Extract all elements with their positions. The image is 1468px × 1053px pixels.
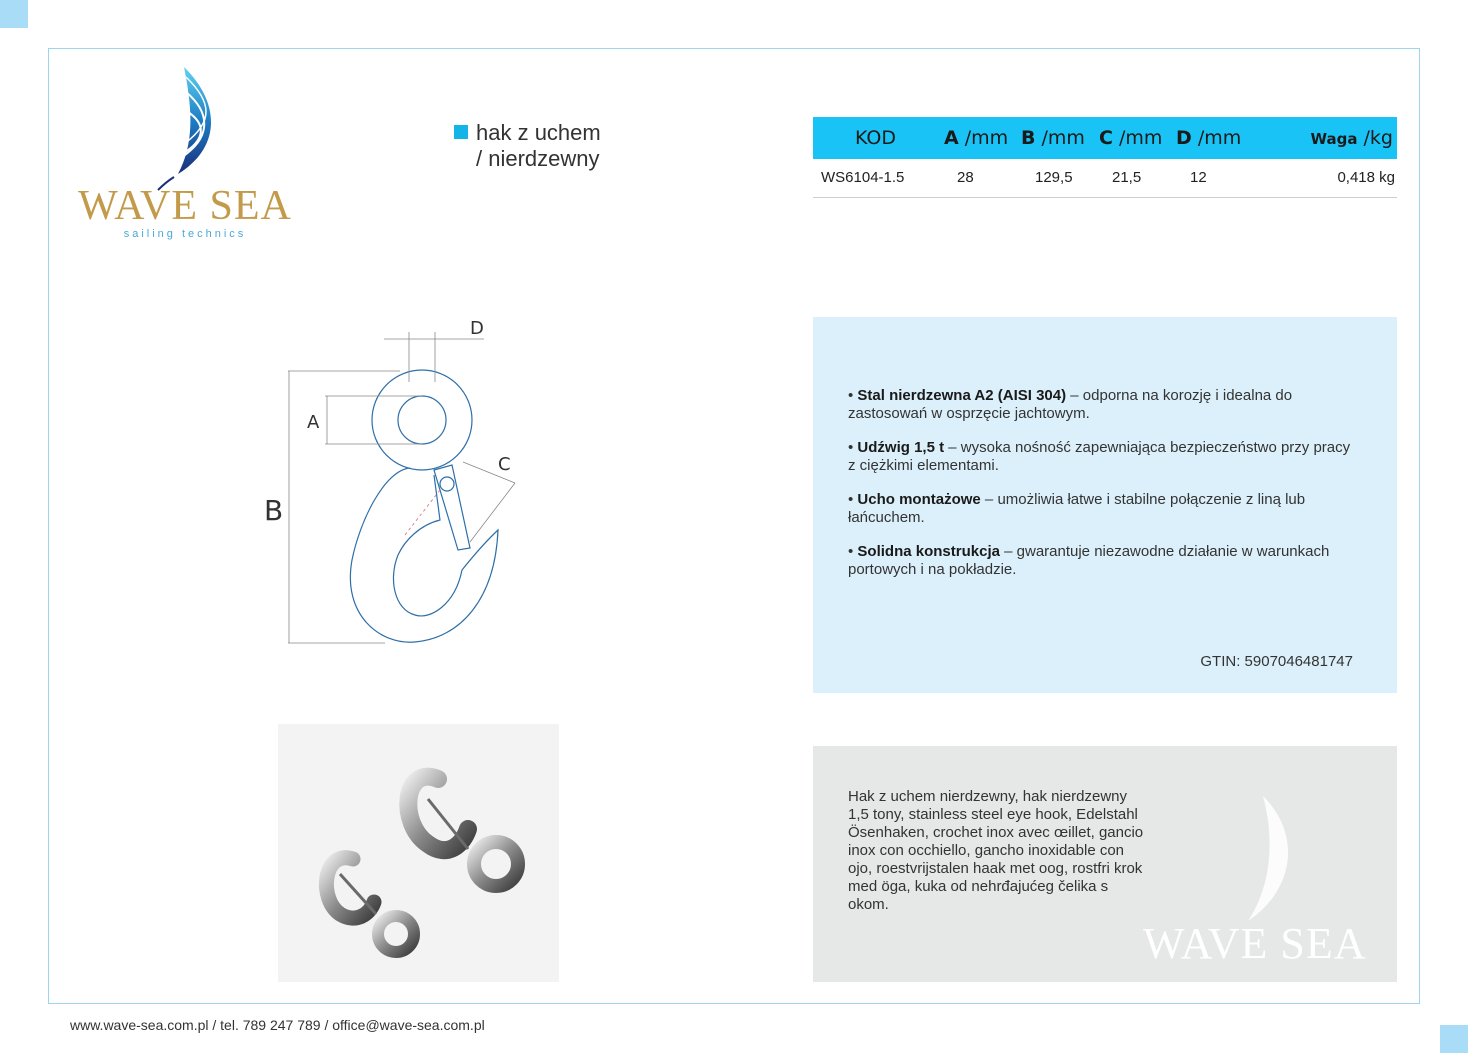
brand-tagline: sailing technics — [123, 228, 247, 240]
feature-item: • Ucho montażowe – umożliwia łatwe i stabilne połączenie z liną lub łańcuchem. — [848, 491, 1306, 526]
cell-a: 28 — [957, 169, 974, 186]
title-square-marker — [454, 125, 468, 139]
dimension-label-b: B — [264, 494, 284, 527]
cell-d: 12 — [1190, 169, 1207, 186]
header-d: D /mm — [1176, 127, 1242, 149]
watermark-text: WAVE SEA — [1143, 919, 1367, 968]
cell-kod: WS6104-1.5 — [821, 169, 905, 186]
product-photo — [278, 724, 559, 982]
header-waga: Waga /kg — [1310, 127, 1393, 149]
dimension-label-d: D — [470, 318, 484, 339]
hook-technical-drawing — [250, 305, 540, 660]
product-title — [476, 120, 601, 172]
dimension-label-c: C — [498, 454, 511, 475]
description-box — [813, 746, 1397, 982]
corner-marker-bottom-right — [1440, 1025, 1468, 1053]
corner-marker-top-left — [0, 0, 28, 28]
cell-waga: 0,418 kg — [1337, 169, 1395, 186]
gtin-code: GTIN: 5907046481747 — [1200, 653, 1353, 670]
cell-c: 21,5 — [1112, 169, 1142, 186]
header-a: A /mm — [944, 127, 1009, 149]
feature-item: • Udźwig 1,5 t – wysoka nośność zapewniająca bezpieczeństwo przy pracy z ciężkimi elementami. — [848, 439, 1351, 474]
cell-b: 129,5 — [1035, 169, 1073, 186]
feature-item: • Solidna konstrukcja – gwarantuje niezawodne działanie w warunkach portowych i na pokładzie. — [848, 543, 1330, 578]
brand-name: WAVE SEA — [78, 183, 292, 229]
features-box — [813, 317, 1397, 693]
features-list — [848, 387, 1358, 595]
product-title-line2: / nierdzewny — [476, 146, 600, 171]
header-kod: KOD — [855, 127, 897, 149]
table-row — [813, 159, 1397, 198]
watermark-sail-icon — [1233, 796, 1303, 926]
product-description: Hak z uchem nierdzewny, hak nierdzewny 1,5 tony, stainless steel eye hook, Edelstahl Ösenhaken, crochet inox avec œillet, gancio inox con occhiello, gancho inoxidable con ojo, roestvrijstalen haak met oog, rostfri krok med öga, kuka od nehrđajućeg čelika s okom. — [848, 788, 1144, 913]
header-b: B /mm — [1021, 127, 1085, 149]
dimension-label-a: A — [307, 412, 320, 433]
header-c: C /mm — [1099, 127, 1163, 149]
feature-item: • Stal nierdzewna A2 (AISI 304) – odporna na korozję i idealna do zastosowań w osprzęcie jachtowym. — [848, 387, 1293, 422]
spec-table-header — [813, 117, 1397, 159]
footer-contact: www.wave-sea.com.pl / tel. 789 247 789 / office@wave-sea.com.pl — [70, 1017, 485, 1033]
spec-table — [813, 117, 1397, 198]
product-title-line1: hak z uchem — [476, 120, 601, 145]
